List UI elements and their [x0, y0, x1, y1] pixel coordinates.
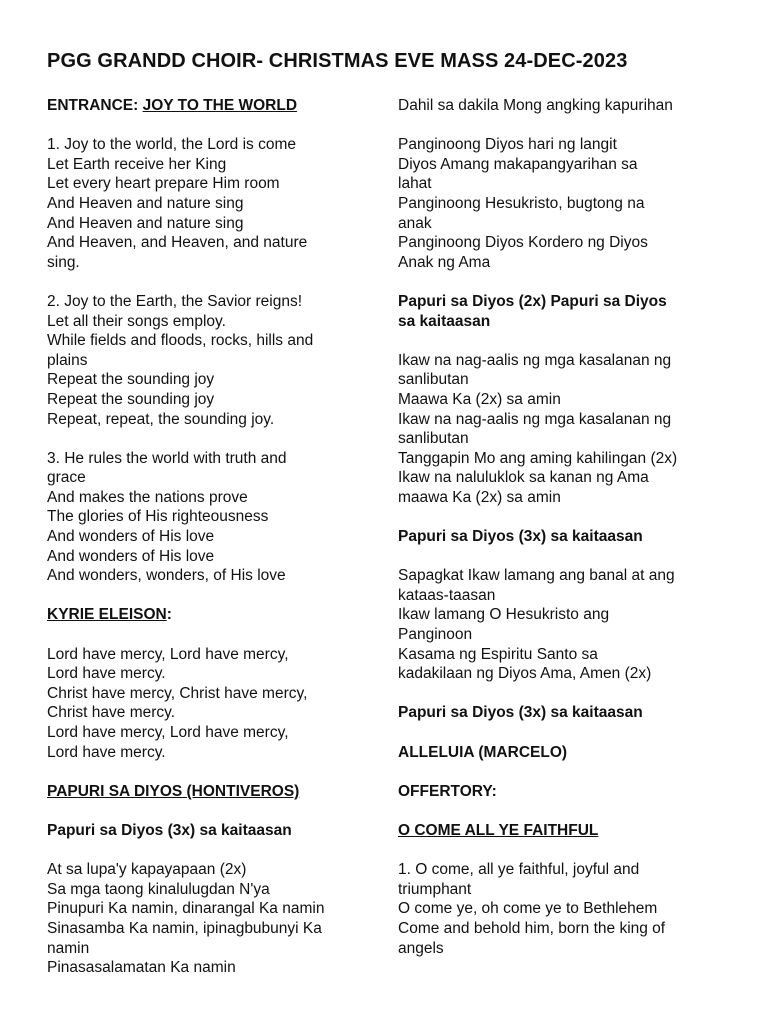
lyric-line: Repeat the sounding joy: [47, 371, 215, 389]
kyrie-heading: [47, 605, 377, 625]
gloria-continued-4: [398, 566, 733, 684]
lyric-line: Panginoong Diyos hari ng langit: [398, 136, 617, 154]
lyric-line: Ikaw na naluluklok sa kanan ng Ama: [398, 469, 649, 487]
kyrie-suffix: :: [166, 606, 172, 624]
lyric-line: plains: [47, 351, 88, 369]
lyric-line: Pinasasalamatan Ka namin: [47, 959, 236, 977]
gloria-continued-1: [398, 96, 733, 116]
lyric-line: sa kaitaasan: [398, 312, 491, 330]
gloria-refrain-3x-b: Papuri sa Diyos (3x) sa kaitaasan: [398, 704, 643, 722]
lyric-line: Papuri sa Diyos (2x) Papuri sa Diyos: [398, 292, 667, 310]
gloria-heading: PAPURI SA DIYOS (HONTIVEROS): [47, 782, 300, 800]
offertory-song-title: O COME ALL YE FAITHFUL: [398, 821, 599, 839]
left-column: [47, 96, 377, 978]
entrance-heading: [47, 96, 377, 116]
lyric-line: sing.: [47, 253, 80, 271]
lyric-line: Christ have mercy.: [47, 704, 176, 722]
lyric-line: And wonders, wonders, of His love: [47, 567, 286, 585]
lyric-line: Maawa Ka (2x) sa amin: [398, 390, 561, 408]
lyric-line: Let Earth receive her King: [47, 155, 227, 173]
lyric-line: O come ye, oh come ye to Bethlehem: [398, 900, 658, 918]
lyric-line: Kasama ng Espiritu Santo sa: [398, 645, 598, 663]
kyrie-lyrics: [47, 645, 377, 763]
gloria-refrain-3x-a: Papuri sa Diyos (3x) sa kaitaasan: [398, 528, 643, 546]
lyric-line: Panginoong Hesukristo, bugtong na: [398, 194, 645, 212]
lyric-line: sanlibutan: [398, 430, 469, 448]
lyric-line: Ikaw lamang O Hesukristo ang: [398, 606, 610, 624]
lyric-line: Ikaw na nag-aalis ng mga kasalanan ng: [398, 410, 672, 428]
lyric-line: 3. He rules the world with truth and: [47, 449, 287, 467]
lyric-line: Repeat, repeat, the sounding joy.: [47, 410, 275, 428]
lyric-line: Tanggapin Mo ang aming kahilingan (2x): [398, 449, 678, 467]
lyric-line: 2. Joy to the Earth, the Savior reigns!: [47, 292, 303, 310]
gloria-lyrics: [47, 860, 377, 978]
lyric-line: Dahil sa dakila Mong angking kapurihan: [398, 97, 673, 114]
lyric-line: Sa mga taong kinalulugdan N'ya: [47, 880, 270, 898]
lyric-line: sanlibutan: [398, 371, 469, 389]
lyric-line: Diyos Amang makapangyarihan sa: [398, 155, 638, 173]
lyric-line: And wonders of His love: [47, 528, 215, 546]
gloria-refrain-2x: [398, 292, 733, 331]
entrance-verse-2: [47, 292, 377, 429]
lyric-line: 1. O come, all ye faithful, joyful and: [398, 861, 640, 879]
lyric-line: Lord have mercy.: [47, 743, 166, 761]
lyric-line: lahat: [398, 175, 432, 193]
lyric-line: Sinasamba Ka namin, ipinagbubunyi Ka: [47, 919, 322, 937]
lyric-line: Lord have mercy, Lord have mercy,: [47, 724, 289, 741]
offertory-heading: OFFERTORY:: [398, 782, 497, 800]
lyric-line: kadakilaan ng Diyos Ama, Amen (2x): [398, 665, 652, 683]
lyric-line: Sapagkat Ikaw lamang ang banal at ang: [398, 567, 675, 585]
lyric-line: Let every heart prepare Him room: [47, 175, 280, 193]
lyric-line: triumphant: [398, 880, 472, 898]
lyric-line: And makes the nations prove: [47, 488, 248, 506]
lyric-line: anak: [398, 214, 432, 232]
lyric-line: While fields and floods, rocks, hills and: [47, 332, 314, 350]
lyric-line: The glories of His righteousness: [47, 508, 269, 526]
lyric-line: Come and behold him, born the king of: [398, 919, 666, 937]
entrance-label: ENTRANCE:: [47, 97, 143, 114]
kyrie-title: KYRIE ELEISON: [47, 606, 167, 624]
gloria-continued-2: [398, 135, 733, 272]
gloria-refrain: Papuri sa Diyos (3x) sa kaitaasan: [47, 821, 292, 839]
lyric-line: Lord have mercy, Lord have mercy,: [47, 645, 289, 663]
lyric-line: maawa Ka (2x) sa amin: [398, 488, 561, 506]
lyric-line: kataas-taasan: [398, 586, 496, 604]
gloria-continued-3: [398, 351, 733, 508]
lyric-line: Panginoon: [398, 626, 473, 644]
alleluia-heading: ALLELUIA (MARCELO): [398, 743, 568, 761]
lyric-line: Let all their songs employ.: [47, 312, 226, 330]
entrance-song-title: JOY TO THE WORLD: [142, 97, 298, 114]
lyric-line: Repeat the sounding joy: [47, 390, 215, 408]
lyric-line: Pinupuri Ka namin, dinarangal Ka namin: [47, 900, 325, 918]
lyric-line: Christ have mercy, Christ have mercy,: [47, 684, 308, 702]
lyric-line: And Heaven, and Heaven, and nature: [47, 234, 308, 252]
entrance-verse-1: [47, 135, 377, 272]
offertory-verse-1: [398, 860, 733, 958]
lyric-line: 1. Joy to the world, the Lord is come: [47, 136, 296, 154]
entrance-verse-3: [47, 449, 377, 586]
lyric-line: grace: [47, 469, 86, 487]
lyric-line: And wonders of His love: [47, 547, 215, 565]
right-column: [398, 96, 733, 958]
lyric-line: angels: [398, 939, 444, 957]
lyric-line: namin: [47, 939, 90, 957]
lyric-line: Panginoong Diyos Kordero ng Diyos: [398, 234, 648, 252]
lyric-line: Ikaw na nag-aalis ng mga kasalanan ng: [398, 351, 672, 369]
lyric-line: At sa lupa'y kapayapaan (2x): [47, 861, 247, 879]
lyric-line: And Heaven and nature sing: [47, 194, 244, 212]
lyric-line: Anak ng Ama: [398, 253, 491, 271]
page-title: PGG GRANDD CHOIR- CHRISTMAS EVE MASS 24-DEC-2023: [47, 50, 628, 72]
lyric-line: Lord have mercy.: [47, 665, 166, 683]
lyric-line: And Heaven and nature sing: [47, 214, 244, 232]
